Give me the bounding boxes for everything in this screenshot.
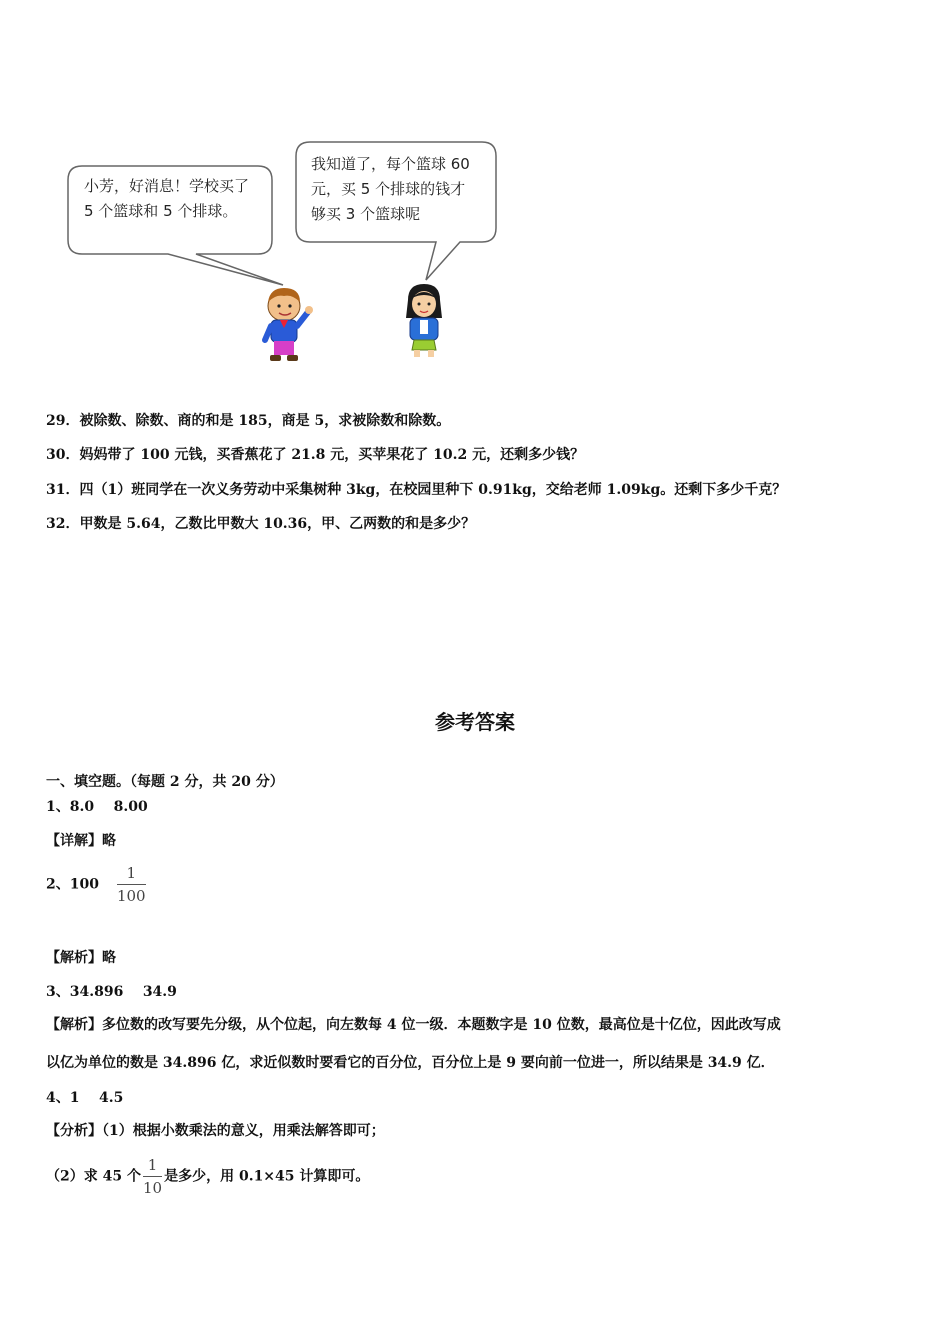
girl-figure [406,284,442,357]
answer-4-part2-suffix: 是多少，用 0.1×45 计算即可。 [164,1168,370,1185]
fraction-denominator: 10 [142,1179,163,1197]
answer-2-prefix: 2、100 [46,876,99,893]
answer-1-note: 【详解】略 [46,833,116,849]
boy-speech-line: 5 个篮球和 5 个排球。 [84,202,238,220]
answer-4-note: 【分析】（1）根据小数乘法的意义，用乘法解答即可； [46,1123,385,1139]
girl-speech-line: 我知道了，每个篮球 60 [311,155,470,173]
answer-2-note: 【解析】略 [46,950,116,966]
answer-4: 4、1 4.5 [46,1090,124,1106]
fraction-numerator: 1 [117,862,146,885]
answers-title: 参考答案 [435,710,515,734]
question-29: 29．被除数、除数、商的和是 185，商是 5，求被除数和除数。 [46,413,451,429]
fraction [143,1154,162,1199]
answer-3-note [46,1006,912,1082]
fraction-denominator: 100 [116,887,146,905]
question-32: 32．甲数是 5.64，乙数比甲数大 10.36，甲、乙两数的和是多少？ [46,516,476,532]
answer-3-note-line: 【解析】多位数的改写要先分级，从个位起，向左数每 4 位一级．本题数字是 10 位数，最高位是十亿位，因此改写成 [46,1017,781,1033]
answer-3: 3、34.896 34.9 [46,984,177,1000]
question-31: 31．四（1）班同学在一次义务劳动中采集树种 3kg，在校园里种下 0.91kg，交给老师 1.09kg。还剩下多少千克？ [46,482,787,498]
girl-speech-text [311,152,470,227]
boy-speech-text [84,174,249,224]
fraction [117,862,146,907]
answer-4-part2-prefix: （2）求 45 个 [46,1168,141,1185]
boy-figure [265,288,313,361]
girl-speech-line: 元，买 5 个排球的钱才 [311,180,466,198]
answer-2 [46,862,146,907]
fraction-numerator: 1 [143,1154,162,1177]
girl-speech-line: 够买 3 个篮球呢 [311,205,421,223]
answer-3-note-line: 以亿为单位的数是 34.896 亿，求近似数时要看它的百分位，百分位上是 9 要向前一位进一，所以结果是 34.9 亿． [46,1055,775,1071]
boy-speech-line: 小芳，好消息！学校买了 [84,177,250,195]
section-heading: 一、填空题。（每题 2 分，共 20 分） [46,774,284,790]
answer-4-part2 [46,1154,369,1199]
question-30: 30．妈妈带了 100 元钱，买香蕉花了 21.8 元，买苹果花了 10.2 元，还剩多少钱？ [46,447,585,463]
answer-1: 1、8.0 8.00 [46,799,148,815]
